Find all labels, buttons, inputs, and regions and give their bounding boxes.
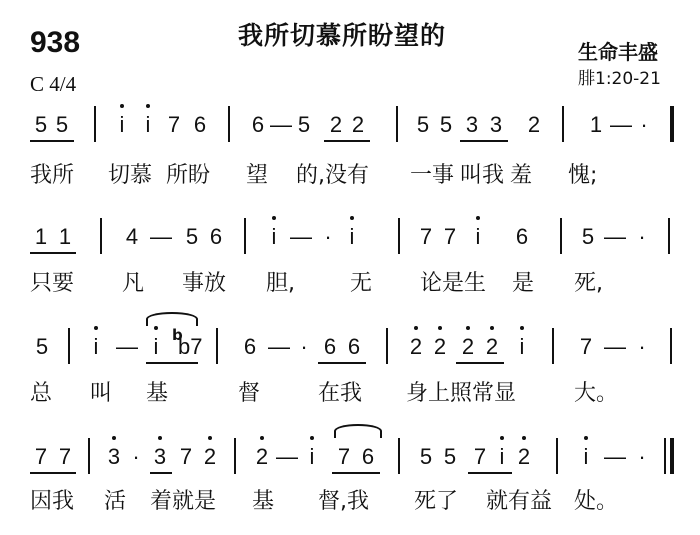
beam	[30, 252, 76, 254]
note: ·	[640, 112, 648, 137]
barline	[88, 438, 90, 474]
lyric: 胆,	[266, 271, 295, 296]
note: i	[342, 224, 362, 250]
barline	[216, 328, 218, 364]
barline	[228, 106, 230, 142]
note: 2	[430, 334, 450, 360]
lyric: 死,	[574, 271, 603, 296]
lyric: 着就是	[150, 489, 217, 514]
note: 7	[473, 444, 487, 469]
final-barline-thick	[670, 438, 674, 474]
barline	[234, 438, 236, 474]
note: 3	[465, 112, 479, 137]
barline	[670, 106, 674, 142]
note: i	[264, 224, 284, 250]
barline	[556, 438, 558, 474]
barline	[562, 106, 564, 142]
barline	[668, 218, 670, 254]
note: 5	[35, 334, 49, 359]
lyric: 切慕	[108, 163, 153, 188]
beam	[146, 362, 198, 364]
note: —	[270, 112, 292, 137]
note: 5	[416, 112, 430, 137]
note: 5	[185, 224, 199, 249]
note: 2	[351, 112, 365, 137]
note: 6	[209, 224, 223, 249]
note: b7	[178, 334, 203, 359]
lyric: 望	[246, 163, 269, 188]
note: —	[268, 334, 290, 359]
note: 7	[579, 334, 593, 359]
note: 5	[419, 444, 433, 469]
slur	[334, 424, 382, 438]
beam	[318, 362, 366, 364]
note: 7	[58, 444, 72, 469]
note: i	[112, 112, 132, 138]
music-system-2	[0, 224, 700, 334]
beam	[456, 362, 504, 364]
barline	[398, 438, 400, 474]
lyric: 处。	[574, 489, 619, 514]
note: 3	[489, 112, 503, 137]
barline	[94, 106, 96, 142]
lyric: 凡	[122, 271, 145, 296]
lyric: 只要	[30, 271, 75, 296]
note: 2	[200, 444, 220, 470]
note: 5	[581, 224, 595, 249]
note: i	[492, 444, 512, 470]
note: 6	[323, 334, 337, 359]
note: —	[116, 334, 138, 359]
lyric: 叫	[90, 381, 113, 406]
lyric: 是	[512, 271, 535, 296]
lyric: 督	[238, 381, 261, 406]
beam	[324, 140, 370, 142]
note: —	[150, 224, 172, 249]
lyric: 愧;	[568, 163, 598, 188]
lyric: 论是生	[420, 271, 487, 296]
note: 7	[419, 224, 433, 249]
beam	[150, 472, 172, 474]
note: 7	[443, 224, 457, 249]
lyric: 总	[30, 381, 53, 406]
note: 1	[34, 224, 48, 249]
hymn-number: 938	[30, 26, 81, 59]
note: ·	[300, 334, 308, 359]
lyric: 羞	[510, 163, 533, 188]
beam	[460, 140, 508, 142]
note: 5	[55, 112, 69, 137]
key-signature: C 4/4	[30, 72, 77, 96]
lyric: 因我	[30, 489, 75, 514]
note: ·	[638, 224, 646, 249]
note: —	[604, 334, 626, 359]
note: 6	[347, 334, 361, 359]
lyric: 活	[104, 489, 127, 514]
barline	[552, 328, 554, 364]
note: 6	[251, 112, 265, 137]
book-name: 生命丰盛	[578, 40, 658, 64]
note: 6	[361, 444, 375, 469]
note: —	[276, 444, 298, 469]
beam	[468, 472, 512, 474]
lyric: 我所	[30, 163, 75, 188]
lyric: 无	[350, 271, 373, 296]
lyric: 所盼	[166, 163, 211, 188]
note: 2	[514, 444, 534, 470]
beam	[332, 472, 380, 474]
note: 7	[179, 444, 193, 469]
lyric: 事放	[182, 271, 227, 296]
lyric: 身上照常显	[406, 381, 517, 406]
note: i	[302, 444, 322, 470]
note: ·	[324, 224, 332, 249]
barline	[68, 328, 70, 364]
lyric: 大。	[574, 381, 619, 406]
note: 1	[589, 112, 603, 137]
note: 2	[406, 334, 426, 360]
flat-sign: b	[172, 326, 183, 344]
barline	[244, 218, 246, 254]
lyric: 死了	[414, 489, 459, 514]
note: 5	[34, 112, 48, 137]
lyric: 督,我	[318, 489, 369, 514]
lyric: 叫我	[460, 163, 505, 188]
barline	[670, 328, 672, 364]
barline	[386, 328, 388, 364]
note: i	[468, 224, 488, 250]
note: 5	[439, 112, 453, 137]
note: 2	[252, 444, 272, 470]
note: 5	[443, 444, 457, 469]
note: —	[604, 444, 626, 469]
beam	[30, 472, 76, 474]
slur	[146, 312, 198, 326]
note: 2	[458, 334, 478, 360]
note: 2	[527, 112, 541, 137]
note: i	[138, 112, 158, 138]
note: ·	[132, 444, 140, 469]
note: i	[512, 334, 532, 360]
note: —	[604, 224, 626, 249]
note: 7	[337, 444, 351, 469]
scripture-reference: 腓1:20-21	[578, 69, 661, 89]
music-system-1	[0, 112, 700, 222]
note: 5	[297, 112, 311, 137]
lyric: 基	[146, 381, 169, 406]
barline	[398, 218, 400, 254]
lyric: 在我	[318, 381, 363, 406]
note: i	[576, 444, 596, 470]
note: i	[146, 334, 166, 360]
note: —	[610, 112, 632, 137]
note: 2	[329, 112, 343, 137]
note: 6	[515, 224, 529, 249]
barline	[560, 218, 562, 254]
note: 1	[58, 224, 72, 249]
lyric: 就有益	[486, 489, 553, 514]
note: 3	[150, 444, 170, 470]
note: 4	[125, 224, 139, 249]
note: 7	[34, 444, 48, 469]
note: 2	[482, 334, 502, 360]
note: 3	[104, 444, 124, 470]
lyric: 一事	[410, 163, 455, 188]
barline	[396, 106, 398, 142]
note: —	[290, 224, 312, 249]
note: 6	[193, 112, 207, 137]
barline	[100, 218, 102, 254]
hymn-title: 我所切慕所盼望的	[238, 21, 447, 50]
lyric: 基	[252, 489, 275, 514]
note: i	[86, 334, 106, 360]
lyric: 的,没有	[296, 163, 369, 188]
beam	[30, 140, 74, 142]
note: ·	[638, 444, 646, 469]
final-barline-thin	[664, 438, 666, 474]
music-system-4	[0, 444, 700, 535]
note: 7	[167, 112, 181, 137]
note: ·	[638, 334, 646, 359]
note: 6	[243, 334, 257, 359]
